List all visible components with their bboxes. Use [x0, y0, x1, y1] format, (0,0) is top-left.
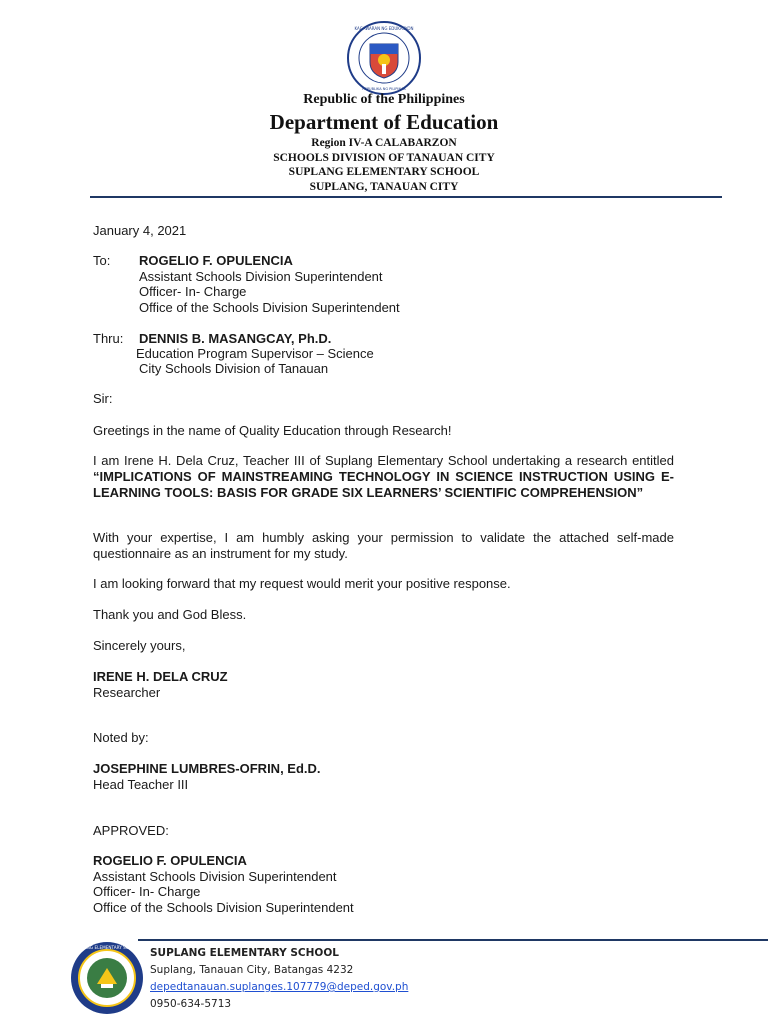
noted-label: Noted by:: [93, 730, 149, 745]
address-line: SUPLANG, TANAUAN CITY: [309, 180, 459, 193]
looking-forward: I am looking forward that my request would merit your positive response.: [93, 576, 511, 591]
thru-line: Education Program Supervisor – Science: [136, 346, 374, 361]
footer-school: SUPLANG ELEMENTARY SCHOOL: [150, 947, 339, 959]
greeting: Greetings in the name of Quality Education through Research!: [93, 423, 452, 438]
footer-email-link[interactable]: depedtanauan.suplanges.107779@deped.gov.ph: [150, 981, 409, 993]
research-title: “IMPLICATIONS OF MAINSTREAMING TECHNOLOGY IN SCIENCE INSTRUCTION USING E-LEARNING TOOLS: BASIS FOR GRADE SIX LEARNERS’ SCIENTIFIC COMPREHENSION”: [93, 469, 674, 500]
to-name: ROGELIO F. OPULENCIA: [139, 253, 293, 268]
to-line: Officer- In- Charge: [139, 284, 247, 299]
thru-label: Thru:: [93, 331, 124, 346]
thru-name: DENNIS B. MASANGCAY, Ph.D.: [139, 331, 332, 346]
to-line: Office of the Schools Division Superintendent: [139, 300, 400, 315]
letterhead-divider: [90, 196, 722, 198]
closing: Sincerely yours,: [93, 638, 186, 653]
svg-text:SUPLANG ELEMENTARY SCHOOL: SUPLANG ELEMENTARY SCHOOL: [73, 945, 141, 950]
salutation: Sir:: [93, 391, 113, 406]
to-label: To:: [93, 253, 111, 268]
footer-divider: [138, 939, 768, 941]
division-line: SCHOOLS DIVISION OF TANAUAN CITY: [273, 151, 495, 164]
noted-role: Head Teacher III: [93, 777, 189, 792]
svg-text:REPUBLIKA NG PILIPINAS: REPUBLIKA NG PILIPINAS: [362, 87, 406, 91]
svg-text:KAGAWARAN NG EDUKASYON: KAGAWARAN NG EDUKASYON: [354, 26, 414, 31]
intro-text: I am Irene H. Dela Cruz, Teacher III of Suplang Elementary School undertaking a research entitled: [93, 453, 674, 468]
deped-seal-logo: [346, 20, 422, 96]
signatory-role: Researcher: [93, 685, 161, 700]
thru-line: City Schools Division of Tanauan: [139, 361, 329, 376]
letterhead-subheading: [0, 136, 768, 194]
intro-paragraph: [93, 453, 674, 501]
signatory-name: IRENE H. DELA CRUZ: [93, 669, 228, 684]
approved-line: Office of the Schools Division Superintendent: [93, 900, 354, 915]
noted-name: JOSEPHINE LUMBRES-OFRIN, Ed.D.: [93, 761, 321, 776]
republic-heading: Republic of the Philippines: [303, 92, 465, 107]
footer-phone: 0950-634-5713: [150, 998, 232, 1010]
approved-label: APPROVED:: [93, 823, 169, 838]
request-paragraph: With your expertise, I am humbly asking your permission to validate the attached self-made questionnaire as an instrument for my study.: [93, 530, 674, 561]
region-line: Region IV-A CALABARZON: [311, 137, 457, 149]
to-line: Assistant Schools Division Superintendent: [139, 269, 383, 284]
approved-name: ROGELIO F. OPULENCIA: [93, 853, 247, 868]
thanks: Thank you and God Bless.: [93, 607, 247, 622]
department-heading: Department of Education: [269, 110, 499, 134]
approved-line: Officer- In- Charge: [93, 884, 201, 899]
school-seal-logo: [68, 940, 146, 1016]
footer-address: Suplang, Tanauan City, Batangas 4232: [150, 964, 354, 976]
school-line: SUPLANG ELEMENTARY SCHOOL: [288, 166, 480, 178]
letter-date: January 4, 2021: [93, 223, 187, 238]
approved-line: Assistant Schools Division Superintendent: [93, 869, 337, 884]
